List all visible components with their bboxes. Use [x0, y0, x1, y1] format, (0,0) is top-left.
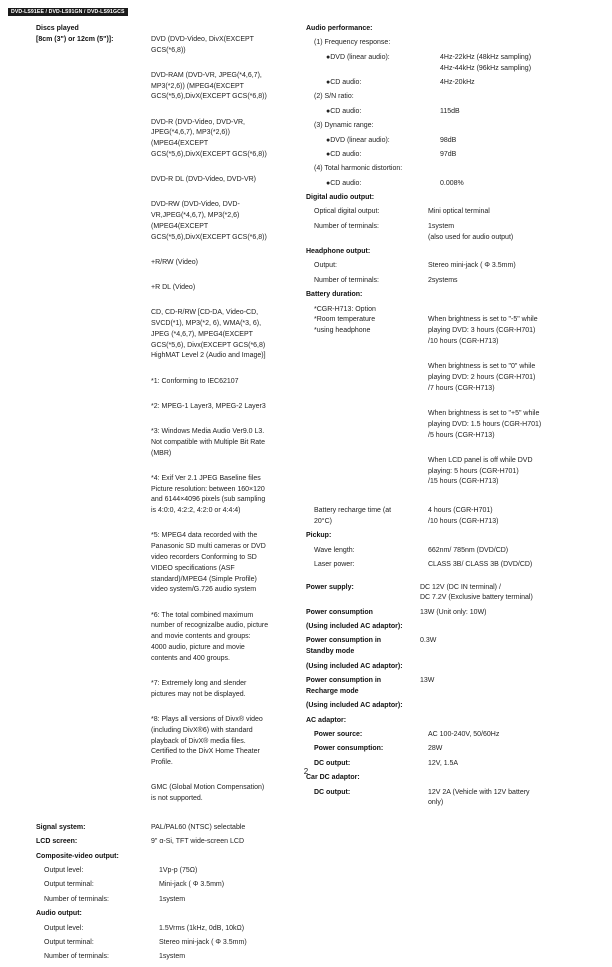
section-heading: Digital audio output:: [306, 194, 375, 202]
spec-label: Output terminal:: [44, 881, 94, 889]
disc-format: +R/RW (Video): [151, 258, 199, 266]
footnote: *2: MPEG-1 Layer3, MPEG-2 Layer3: [151, 402, 266, 410]
spec-label: (Using included AC adaptor):: [306, 702, 403, 710]
spec-row: [306, 608, 576, 619]
disc-format: DVD-RW (DVD-Video, DVD- VR,JPEG(*4,6,7), MP3(*2,6) (MPEG4(EXCEPT GCS(*5,6),DivX(EXCEPT GCS(*6,8)): [151, 201, 267, 241]
spec-value: 9" α-Si, TFT wide-screen LCD: [151, 838, 245, 846]
section-heading: Car DC adaptor:: [306, 774, 360, 782]
spec-label: ●CD audio:: [326, 107, 362, 115]
spec-value: AC 100-240V, 50/60Hz: [428, 731, 500, 739]
footnote: *5: MPEG4 data recorded with the Panasonic SD multi cameras or DVD video recorders Conforming to SD VIDEO specifications (ASF standard)/MPEG4 (Simple Profile) video system/G.726 audio system: [151, 532, 266, 594]
spec-label: LCD screen:: [36, 838, 78, 846]
spec-row: [306, 136, 576, 147]
spec-label: Number of terminals:: [314, 222, 379, 230]
spec-row: [36, 938, 300, 949]
subsection-label: (1) Frequency response:: [314, 39, 391, 47]
footnote: *3: Windows Media Audio Ver9.0 L3. Not compatible with Multiple Bit Rate (MBR): [151, 428, 265, 457]
section-heading: AC adaptor:: [306, 716, 347, 724]
spec-label: DC output:: [314, 788, 351, 796]
spec-value: 1Vp-p (75Ω): [159, 867, 198, 875]
spec-label: Number of terminals:: [314, 276, 379, 284]
spec-value: 1.5Vrms (1kHz, 0dB, 10kΩ): [159, 924, 245, 932]
spec-label: ●CD audio:: [326, 179, 362, 187]
battery-duration-row: [306, 305, 576, 503]
battery-condition: When LCD panel is off while DVD playing: 5 hours (CGR-H701) /15 hours (CGR-H713): [428, 456, 533, 486]
spec-row: [306, 276, 576, 287]
spec-value: PAL/PAL60 (NTSC) selectable: [151, 823, 246, 831]
disc-format: CD, CD-R/RW [CD-DA, Video-CD, SVCD(*1), MP3(*2, 6), WMA(*3, 6), JPEG (*4,6,7), MPEG4(EXCEPT GCS(*5,6), Divx(EXCEPT GCS(*6,8) HighMAT Level 2 (Audio and Image)]: [151, 309, 266, 360]
spec-label: Output terminal:: [44, 939, 94, 946]
spec-row: [306, 179, 576, 190]
lcd-screen-row: [36, 837, 300, 848]
spec-value: DC 12V (DC IN terminal) / DC 7.2V (Exclusive battery terminal): [420, 583, 533, 602]
spec-value: 1system: [159, 953, 186, 961]
spec-label: Laser power:: [314, 561, 355, 569]
spec-label: Optical digital output:: [314, 208, 380, 216]
spec-row: [36, 866, 300, 877]
spec-row: [306, 636, 576, 658]
spec-value: CLASS 3B/ CLASS 3B (DVD/CD): [428, 561, 533, 569]
spec-label: Number of terminals:: [44, 953, 109, 961]
discs-played-values: [151, 24, 300, 819]
spec-value: 13W (Unit only: 10W): [420, 608, 487, 616]
disc-format: DVD-R DL (DVD-Video, DVD-VR): [151, 176, 257, 184]
footnote: *6: The total combined maximum number of recognizalbe audio, picture and movie contents and groups: 4000 audio, picture and movie contents and 400 groups.: [151, 611, 269, 662]
spec-value: 0.3W: [420, 637, 437, 645]
spec-row: [306, 730, 576, 741]
model-header-tag: DVD-LS91EE / DVD-LS91GN / DVD-LS91GCS: [8, 8, 128, 16]
spec-row: [306, 53, 576, 75]
section-heading: Audio performance:: [306, 25, 373, 32]
spec-label: Output:: [314, 262, 337, 270]
spec-row: [306, 560, 576, 571]
left-spec-column: [36, 24, 300, 967]
spec-value: Stereo mini-jack ( Φ 3.5mm): [428, 262, 516, 270]
spec-label: Wave length:: [314, 546, 355, 554]
spec-label: Output level:: [44, 867, 84, 875]
spec-label: (Using included AC adaptor):: [306, 662, 403, 670]
spec-row: [306, 107, 576, 118]
subsection-label: (2) S/N ratio:: [314, 93, 354, 101]
disc-format: DVD-R (DVD-Video, DVD-VR, JPEG(*4,6,7), MP3(*2,6)) (MPEG4(EXCEPT GCS(*5,6),DivX(EXCEPT GCS(*6,8)): [151, 118, 267, 158]
battery-values: [428, 305, 576, 503]
spec-value: 12V 2A (Vehicle with 12V battery only): [428, 788, 530, 807]
spec-label: *CGR-H713: Option *Room temperature *using headphone: [314, 305, 376, 335]
disc-format: DVD-RAM (DVD-VR, JPEG(*4,6,7), MP3(*2,6)) (MPEG4(EXCEPT GCS(*5,6),DivX(EXCEPT GCS(*6,8)): [151, 71, 267, 101]
spec-value: 13W: [420, 677, 435, 685]
spec-row: [306, 546, 576, 557]
spec-value: Mini optical terminal: [428, 208, 490, 216]
discs-played-row: [36, 24, 300, 819]
spec-label: Power consumption:: [314, 745, 384, 753]
spec-value: Stereo mini-jack ( Φ 3.5mm): [159, 939, 247, 946]
spec-value: 2systems: [428, 276, 458, 284]
spec-value: 12V, 1.5A: [428, 759, 459, 767]
spec-row: [36, 924, 300, 935]
right-spec-column: [306, 24, 576, 813]
spec-label: Number of terminals:: [44, 895, 109, 903]
spec-row: [306, 261, 576, 272]
footnote: *1: Conforming to IEC62107: [151, 377, 239, 385]
spec-label: Power consumption in Recharge mode: [306, 677, 382, 695]
spec-value: 0.008%: [440, 179, 464, 187]
spec-row: [36, 895, 300, 906]
spec-value: Mini-jack ( Φ 3.5mm): [159, 881, 225, 889]
spec-label: Power consumption: [306, 608, 373, 616]
section-heading: Pickup:: [306, 532, 332, 540]
discs-played-label: Discs played [8cm (3") or 12cm (5")]:: [36, 25, 114, 43]
spec-row: [306, 676, 576, 698]
spec-value: 1system (also used for audio output): [428, 222, 514, 241]
footnote: *8: Plays all versions of Divx® video (including DivX®6) with standard playback of DivX® media files. Certified to the DivX Home Theater Profile.: [151, 715, 263, 767]
spec-label: Power supply:: [306, 583, 354, 591]
section-heading: Headphone output:: [306, 248, 371, 256]
spec-value: 97dB: [440, 150, 457, 158]
spec-label: Battery recharge time (at 20°C): [314, 507, 392, 525]
spec-value: 4 hours (CGR-H701) /10 hours (CGR-H713): [428, 507, 499, 525]
footnote: GMC (Global Motion Compensation) is not supported.: [151, 784, 265, 803]
disc-format: DVD (DVD-Video, DivX(EXCEPT GCS(*6,8)): [151, 35, 254, 54]
spec-value: 1system: [159, 895, 186, 903]
spec-value: 4Hz-22kHz (48kHz sampling) 4Hz-44kHz (96kHz sampling): [440, 53, 532, 72]
section-heading: Battery duration:: [306, 291, 363, 299]
footnote: *4: Exif Ver 2.1 JPEG Baseline files Picture resolution: between 160×120 and 6144×4096 pixels (sub sampling is 4:0:0, 4:2:2, 4:2:0 or 4:4:4): [151, 474, 266, 515]
spec-label: Output level:: [44, 924, 84, 932]
disc-format: +R DL (Video): [151, 284, 196, 292]
battery-condition: When brightness is set to "-5" while playing DVD: 3 hours (CGR-H701) /10 hours (CGR-H713): [428, 316, 538, 346]
page-number: 2: [303, 767, 309, 776]
spec-value: 98dB: [440, 136, 457, 144]
spec-row: [306, 78, 576, 89]
spec-row: [36, 880, 300, 891]
spec-label: Power consumption in Standby mode: [306, 637, 382, 656]
section-heading: Audio output:: [36, 910, 82, 918]
spec-row: [306, 506, 576, 528]
footnote: *7: Extremely long and slender pictures may not be displayed.: [151, 679, 247, 698]
spec-value: 115dB: [440, 107, 460, 115]
spec-label: DC output:: [314, 759, 351, 767]
battery-condition: When brightness is set to "+5" while playing DVD: 1.5 hours (CGR-H701) /5 hours (CGR-H713): [428, 409, 542, 439]
spec-label: (Using included AC adaptor):: [306, 623, 403, 631]
spec-row: [36, 952, 300, 963]
spec-label: Signal system:: [36, 823, 86, 831]
battery-condition: When brightness is set to "0" while playing DVD: 2 hours (CGR-H701) /7 hours (CGR-H713): [428, 363, 536, 392]
spec-row: [306, 583, 576, 605]
spec-row: [306, 150, 576, 161]
spec-row: [306, 744, 576, 755]
spec-row: [306, 788, 576, 810]
subsection-label: (3) Dynamic range:: [314, 122, 374, 130]
spec-value: 4Hz-20kHz: [440, 78, 475, 86]
spec-value: 662nm/ 785nm (DVD/CD): [428, 546, 509, 554]
subsection-label: (4) Total harmonic distortion:: [314, 165, 403, 173]
spec-label: ●DVD (linear audio):: [326, 53, 390, 61]
section-heading: Composite-video output:: [36, 852, 119, 860]
spec-value: 28W: [428, 745, 443, 753]
signal-system-row: [36, 823, 300, 834]
spec-label: Power source:: [314, 731, 363, 739]
spec-label: ●CD audio:: [326, 78, 362, 86]
spec-label: ●DVD (linear audio):: [326, 136, 390, 144]
spec-row: [306, 222, 576, 244]
spec-row: [306, 207, 576, 218]
spec-label: ●CD audio:: [326, 150, 362, 158]
